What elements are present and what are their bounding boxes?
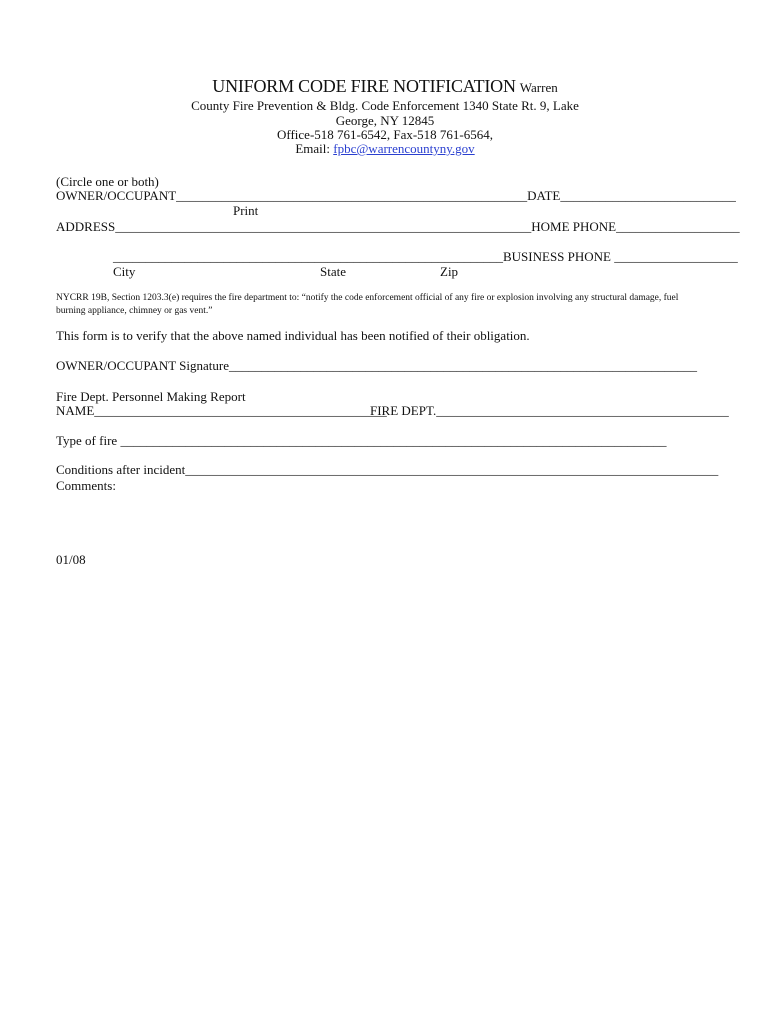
state-label: State: [320, 264, 346, 279]
type-of-fire-row: [56, 433, 666, 448]
business-phone-label: BUSINESS PHONE: [503, 249, 615, 264]
zip-label: Zip: [440, 264, 459, 279]
fire-dept-row: [370, 403, 729, 418]
form-title: UNIFORM CODE FIRE NOTIFICATION: [212, 76, 516, 96]
address-row: [56, 219, 740, 234]
address-label: ADDRESS: [56, 219, 116, 234]
city-business-row: [113, 249, 738, 264]
header-phone-fax: Office-518 761-6542, Fax-518 761-6564,: [276, 127, 494, 142]
home-phone-field[interactable]: ___________________: [616, 219, 740, 234]
business-phone-field[interactable]: ___________________: [614, 249, 738, 264]
document-title: [0, 76, 770, 97]
date-field[interactable]: ___________________________: [560, 188, 736, 203]
revision-date: 01/08: [56, 552, 86, 567]
verify-text: This form is to verify that the above named individual has been notified of their obligation.: [56, 328, 530, 343]
conditions-row: [56, 462, 718, 477]
comments-label: Comments:: [56, 478, 116, 493]
name-label: NAME: [56, 403, 95, 418]
header-address-line-1: County Fire Prevention & Bldg. Code Enforcement 1340 State Rt. 9, Lake: [191, 98, 579, 113]
signature-field[interactable]: ________________________________________________________________________: [228, 358, 697, 373]
city-state-zip-field[interactable]: ____________________________________________________________: [113, 249, 503, 264]
signature-label: OWNER/OCCUPANT Signature: [56, 358, 229, 373]
address-field[interactable]: ________________________________________________________________: [115, 219, 532, 234]
conditions-field[interactable]: __________________________________________________________________________________: [185, 462, 719, 477]
owner-date-row: [56, 188, 736, 203]
city-label: City: [113, 264, 136, 279]
title-suffix: Warren: [519, 80, 558, 95]
conditions-label: Conditions after incident: [56, 462, 186, 477]
owner-label: OWNER/OCCUPANT: [56, 188, 177, 203]
date-label: DATE: [527, 188, 561, 203]
name-field[interactable]: _____________________________________________: [94, 403, 387, 418]
email-link[interactable]: fpbc@warrencountyny.gov: [333, 141, 475, 156]
header-email: [0, 141, 770, 156]
header-address-line-2: George, NY 12845: [335, 113, 435, 128]
signature-row: [56, 358, 697, 373]
owner-field[interactable]: ______________________________________________________: [176, 188, 528, 203]
personnel-heading: Fire Dept. Personnel Making Report: [56, 389, 246, 404]
type-of-fire-field[interactable]: ____________________________________________________________________________________: [120, 433, 667, 448]
circle-note: (Circle one or both): [56, 174, 159, 189]
regulation-text: NYCRR 19B, Section 1203.3(e) requires the fire department to: “notify the code enforcement official of any fire or explosion involving any structural damage, fuel burning appliance, chimney or gas vent.”: [56, 293, 679, 316]
print-label: Print: [233, 203, 259, 218]
home-phone-label: HOME PHONE: [531, 219, 617, 234]
fire-dept-label: FIRE DEPT.: [370, 403, 437, 418]
fire-dept-field[interactable]: _____________________________________________: [436, 403, 729, 418]
name-firedept-row: [56, 403, 387, 418]
type-of-fire-label: Type of fire: [56, 433, 121, 448]
email-label: Email:: [295, 141, 334, 156]
